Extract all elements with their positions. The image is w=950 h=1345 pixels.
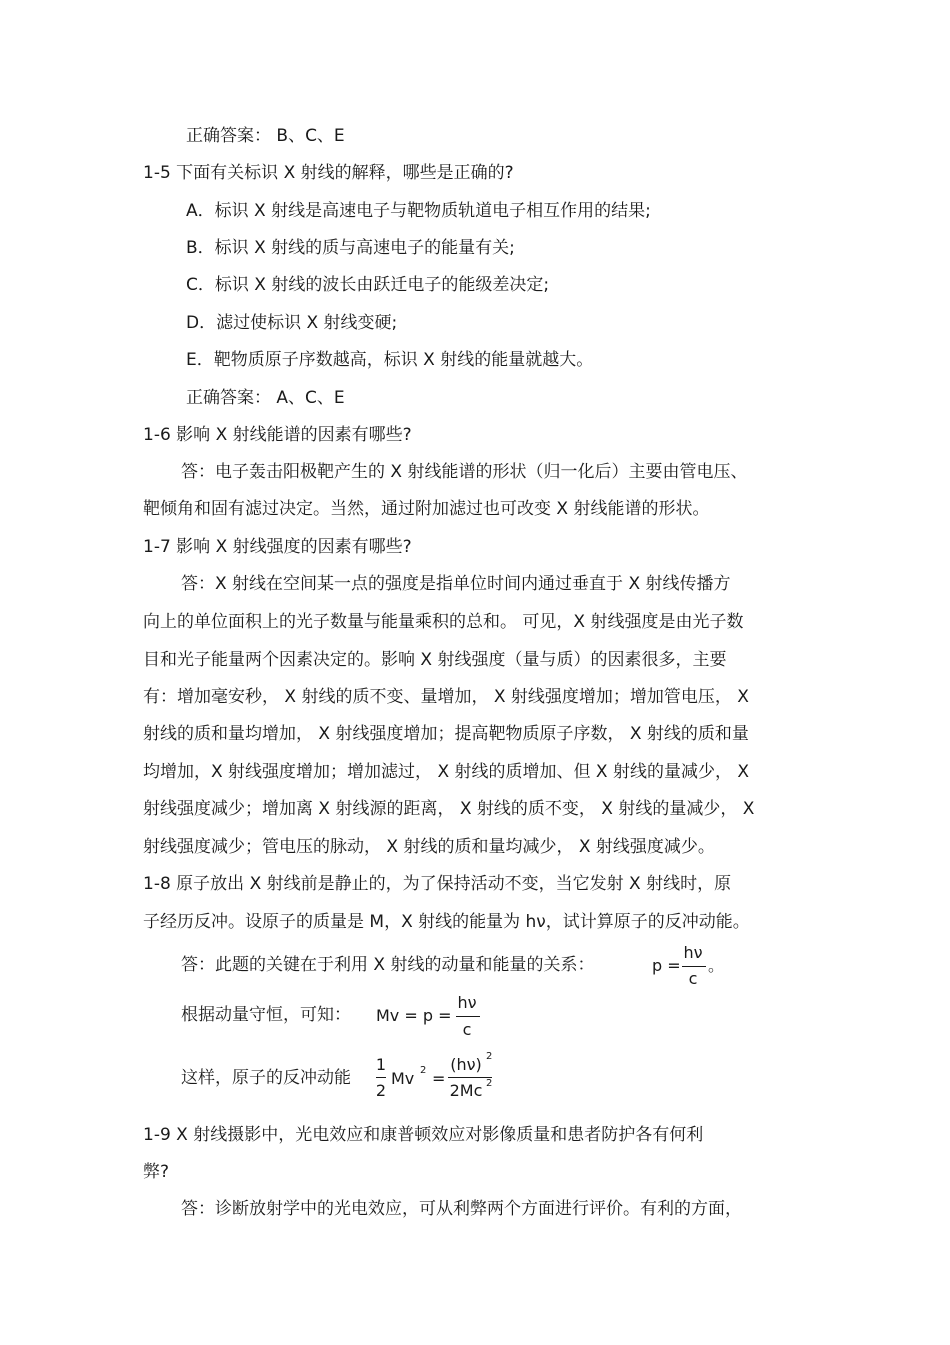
- answer-line-1-5: 正确答案： A、C、E: [186, 388, 345, 408]
- answer-1-8-line-1: 答：此题的关键在于利用 X 射线的动量和能量的关系：: [181, 955, 595, 975]
- answer-1-7-line-6: 均增加，X 射线强度增加；增加滤过， X 射线的质增加、但 X 射线的量减少， X: [143, 762, 750, 782]
- eq3-fraction-bar-1: [376, 1077, 386, 1078]
- eq3-mass-velocity: Mv: [391, 1069, 415, 1088]
- eq1-denominator: c: [688, 969, 698, 988]
- option-b: B．标识 X 射线的质与高速电子的能量有关;: [186, 238, 515, 258]
- answer-1-6-line-2: 靶倾角和固有滤过决定。当然，通过附加滤过也可改变 X 射线能谱的形状。: [143, 499, 710, 519]
- answer-1-7-line-2: 向上的单位面积上的光子数量与能量乘积的总和。 可见，X 射线强度是由光子数: [143, 612, 744, 632]
- eq3-numerator-1: 1: [375, 1055, 387, 1074]
- answer-line-1-4: 正确答案： B、C、E: [186, 126, 345, 146]
- question-1-9-line-2: 弊?: [143, 1162, 170, 1182]
- answer-1-8-line-2: 根据动量守恒，可知：: [181, 1005, 351, 1025]
- answer-1-8-line-3: 这样，原子的反冲动能: [181, 1068, 351, 1088]
- eq1-tail: 。: [708, 956, 725, 975]
- eq1-fraction-bar: [682, 966, 706, 967]
- option-a: A．标识 X 射线是高速电子与靶物质轨道电子相互作用的结果;: [186, 201, 651, 221]
- question-1-7: 1-7 影响 X 射线强度的因素有哪些?: [143, 537, 412, 557]
- option-d: D．滤过使标识 X 射线变硬;: [186, 313, 398, 333]
- eq3-exponent-3: 2: [486, 1078, 493, 1089]
- eq2-lhs: Mv = p =: [376, 1006, 452, 1025]
- answer-1-7-line-7: 射线强度减少；增加离 X 射线源的距离， X 射线的质不变， X 射线的量减少， X: [143, 799, 755, 819]
- answer-1-9-line-1: 答：诊断放射学中的光电效应，可从利弊两个方面进行评价。有利的方面，: [181, 1199, 742, 1219]
- option-e: E．靶物质原子序数越高，标识 X 射线的能量就越大。: [186, 350, 594, 370]
- eq2-denominator: c: [462, 1020, 472, 1039]
- answer-1-7-line-5: 射线的质和量均增加， X 射线强度增加；提高靶物质原子序数， X 射线的质和量: [143, 724, 749, 744]
- question-1-8-line-2: 子经历反冲。设原子的质量是 M，X 射线的能量为 hν，试计算原子的反冲动能。: [143, 912, 750, 932]
- eq3-denominator-2: 2Mc: [449, 1081, 483, 1100]
- eq3-exponent-2: 2: [486, 1051, 493, 1062]
- eq3-equals: =: [432, 1069, 446, 1088]
- answer-1-7-line-1: 答：X 射线在空间某一点的强度是指单位时间内通过垂直于 X 射线传播方: [181, 574, 731, 594]
- eq2-fraction-bar: [456, 1016, 480, 1017]
- eq3-denominator-1: 2: [375, 1081, 387, 1100]
- answer-1-7-line-8: 射线强度减少；管电压的脉动， X 射线的质和量均减少， X 射线强度减少。: [143, 837, 715, 857]
- question-1-5: 1-5 下面有关标识 X 射线的解释，哪些是正确的?: [143, 163, 514, 183]
- eq3-exponent-1: 2: [420, 1065, 427, 1076]
- answer-1-6-line-1: 答：电子轰击阳极靶产生的 X 射线能谱的形状（归一化后）主要由管电压、: [181, 462, 748, 482]
- question-1-9-line-1: 1-9 X 射线摄影中，光电效应和康普顿效应对影像质量和患者防护各有何利: [143, 1125, 704, 1145]
- eq3-numerator-2: (hν): [450, 1055, 482, 1074]
- eq2-numerator: hν: [457, 993, 477, 1012]
- question-1-8-line-1: 1-8 原子放出 X 射线前是静止的，为了保持活动不变，当它发射 X 射线时，原: [143, 874, 732, 894]
- option-c: C．标识 X 射线的波长由跃迁电子的能级差决定;: [186, 275, 550, 295]
- eq1-numerator: hν: [683, 943, 703, 962]
- answer-1-7-line-3: 目和光子能量两个因素决定的。影响 X 射线强度（量与质）的因素很多，主要: [143, 650, 727, 670]
- answer-1-7-line-4: 有：增加毫安秒， X 射线的质不变、量增加， X 射线强度增加；增加管电压， X: [143, 687, 749, 707]
- eq1-lhs: p =: [652, 956, 681, 975]
- question-1-6: 1-6 影响 X 射线能谱的因素有哪些?: [143, 425, 412, 445]
